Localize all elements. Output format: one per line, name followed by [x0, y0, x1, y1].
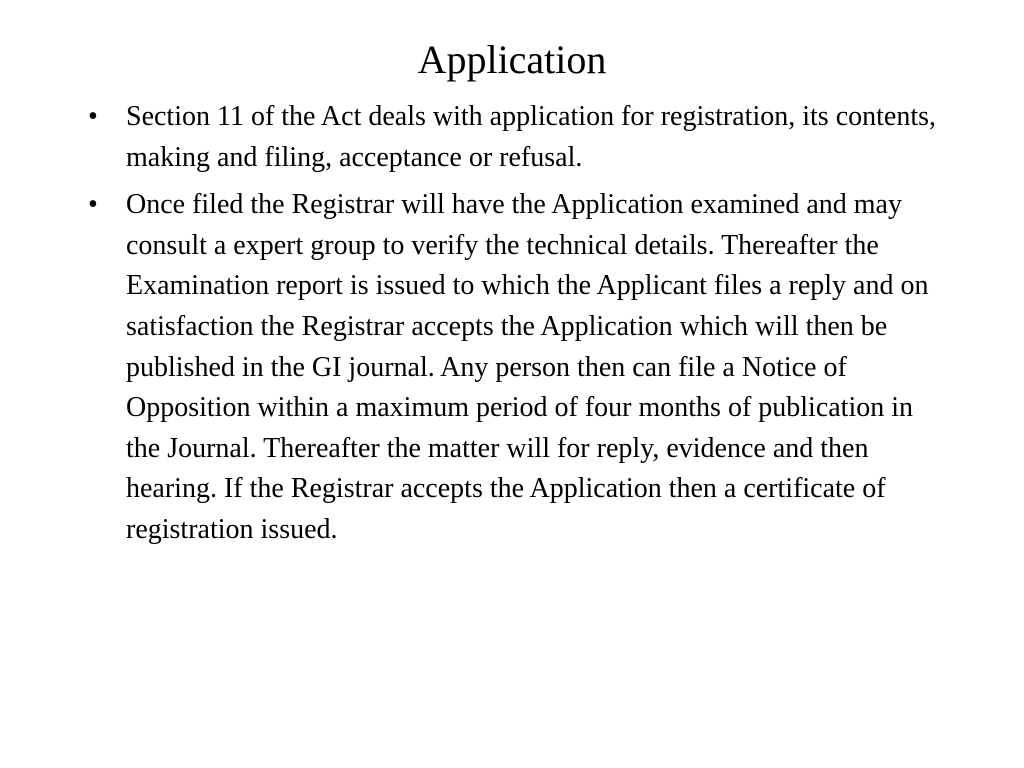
bullet-text: Once filed the Registrar will have the Application examined and may consult a expert group to verify the technical details. Thereafter the Examination report is issued to which the Applicant files a reply and on satisfaction the Registrar accepts the Application which will then be published in the GI journal. Any person then can file a Notice of Opposition within a maximum period of four months of publication in the Journal. Thereafter the matter will for reply, evidence and then hearing. If the Registrar accepts the Application then a certificate of registration issued. [126, 189, 929, 545]
bullet-item-section-11 [82, 97, 944, 178]
bullet-dot-icon: • [88, 189, 98, 221]
bullet-dot-icon: • [88, 101, 98, 132]
slide-title: Application [417, 37, 607, 82]
bullet-item-filing-process [82, 185, 944, 550]
bullet-list [82, 97, 944, 558]
bullet-text: Section 11 of the Act deals with application for registration, its contents, making and filing, acceptance or refusal. [126, 101, 937, 173]
